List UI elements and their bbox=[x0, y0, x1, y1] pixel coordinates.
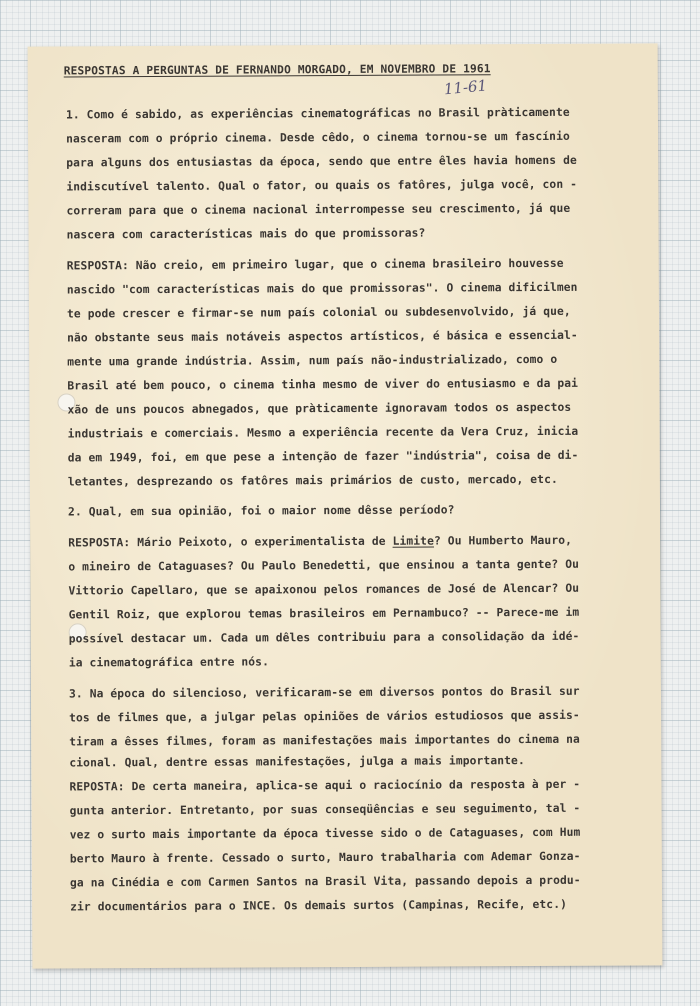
text-line: industriais e comerciais. Mesmo a experiência recente da Vera Cruz, inicia bbox=[67, 424, 579, 441]
text-line: nascera com características mais do que promissoras? bbox=[66, 226, 426, 242]
text-line: 1. Como é sabido, as experiências cinematográficas no Brasil pràticamente bbox=[65, 105, 570, 122]
text-line: Brasil até bem pouco, o cinema tinha mesmo de viver do entusiasmo e da pai bbox=[67, 376, 579, 393]
text-line: da em 1949, foi, em que pese a intenção de fazer "indústria", coisa de di- bbox=[67, 448, 579, 465]
text-line: indiscutível talento. Qual o fator, ou quais os fatôres, julga você, con - bbox=[66, 177, 578, 194]
archive-mark: 11-61 bbox=[443, 76, 488, 99]
text-line: Gentil Roiz, que explorou temas brasileiros em Pernambuco? -- Parece-me im bbox=[68, 605, 580, 622]
text-line: para alguns dos entusiastas da época, sendo que entre êles havia homens de bbox=[66, 153, 577, 170]
text-line: te pode crescer e firmar-se num país colonial ou subdesenvolvido, já que, bbox=[66, 304, 571, 321]
text-line: não obstante seus mais notáveis aspectos artísticos, é básica e essencial- bbox=[67, 328, 578, 345]
text-line: zir documentários para o INCE. Os demais surtos (Campinas, Recife, etc.) bbox=[70, 897, 568, 914]
text-line: vez o surto mais importante da época tivesse sido o de Cataguases, com Hum bbox=[69, 825, 581, 842]
document-page bbox=[28, 43, 663, 968]
text-line: tos de filmes que, a julgar pelas opiniões de vários estudiosos que assis- bbox=[69, 708, 580, 725]
text-line: gunta anterior. Entretanto, por suas conseqüências e seu seguimento, tal - bbox=[69, 801, 581, 818]
text-line: Vittorio Capellaro, que se apaixonou pelos romances de José de Alencar? Ou bbox=[68, 581, 580, 598]
text-line: RESPOSTA: Mário Peixoto, o experimentalista de Limite? Ou Humberto Mauro, bbox=[68, 533, 573, 550]
text-line: ga na Cinédia e com Carmen Santos na Brasil Vita, passando depois a produ- bbox=[69, 873, 581, 890]
text-line: letantes, desprezando os fatôres mais primários de custo, mercado, etc. bbox=[67, 472, 558, 489]
text-line: 3. Na época do silencioso, verificaram-se em diversos pontos do Brasil sur bbox=[68, 684, 580, 701]
text-line: nasceram com o próprio cinema. Desde cêdo, o cinema tornou-se um fascínio bbox=[66, 129, 570, 146]
text-line: possível destacar um. Cada um dêles contribuiu para a consolidação da idé- bbox=[68, 629, 580, 646]
text-line: correram para que o cinema nacional interrompesse seu crescimento, já que bbox=[66, 201, 571, 218]
text-line: berto Mauro à frente. Cessado o surto, Mauro trabalharia com Ademar Gonza- bbox=[69, 849, 581, 866]
text-line: xão de uns poucos abnegados, que pràticamente ignoravam todos os aspectos bbox=[67, 400, 572, 417]
text-line: RESPOSTA: Não creio, em primeiro lugar, que o cinema brasileiro houvesse bbox=[66, 256, 564, 273]
document-title: RESPOSTAS A PERGUNTAS DE FERNANDO MORGADO, EM NOVEMBRO DE 1961 bbox=[63, 62, 491, 78]
text-line: 2. Qual, em sua opinião, foi o maior nome dêsse período? bbox=[67, 503, 455, 519]
text-line: nascido "com características mais do que promissoras". O cinema dificilmen bbox=[66, 280, 578, 297]
film-title-limite: Limite bbox=[392, 534, 435, 548]
text-line: REPOSTA: De certa maneira, aplica-se aqui o raciocínio da resposta à per - bbox=[69, 777, 581, 794]
text-line: o mineiro de Cataguases? Ou Paulo Benedetti, que ensinou a tanta gente? Ou bbox=[68, 557, 580, 574]
text-line: cional. Qual, dentre essas manifestações, julga a mais importante. bbox=[69, 754, 525, 770]
text-line: mente uma grande indústria. Assim, num país não-industrializado, como o bbox=[67, 352, 558, 369]
text-line: ia cinematográfica entre nós. bbox=[68, 655, 269, 670]
text-line: tiram a êsses filmes, foram as manifestações mais importantes do cinema na bbox=[69, 732, 580, 749]
